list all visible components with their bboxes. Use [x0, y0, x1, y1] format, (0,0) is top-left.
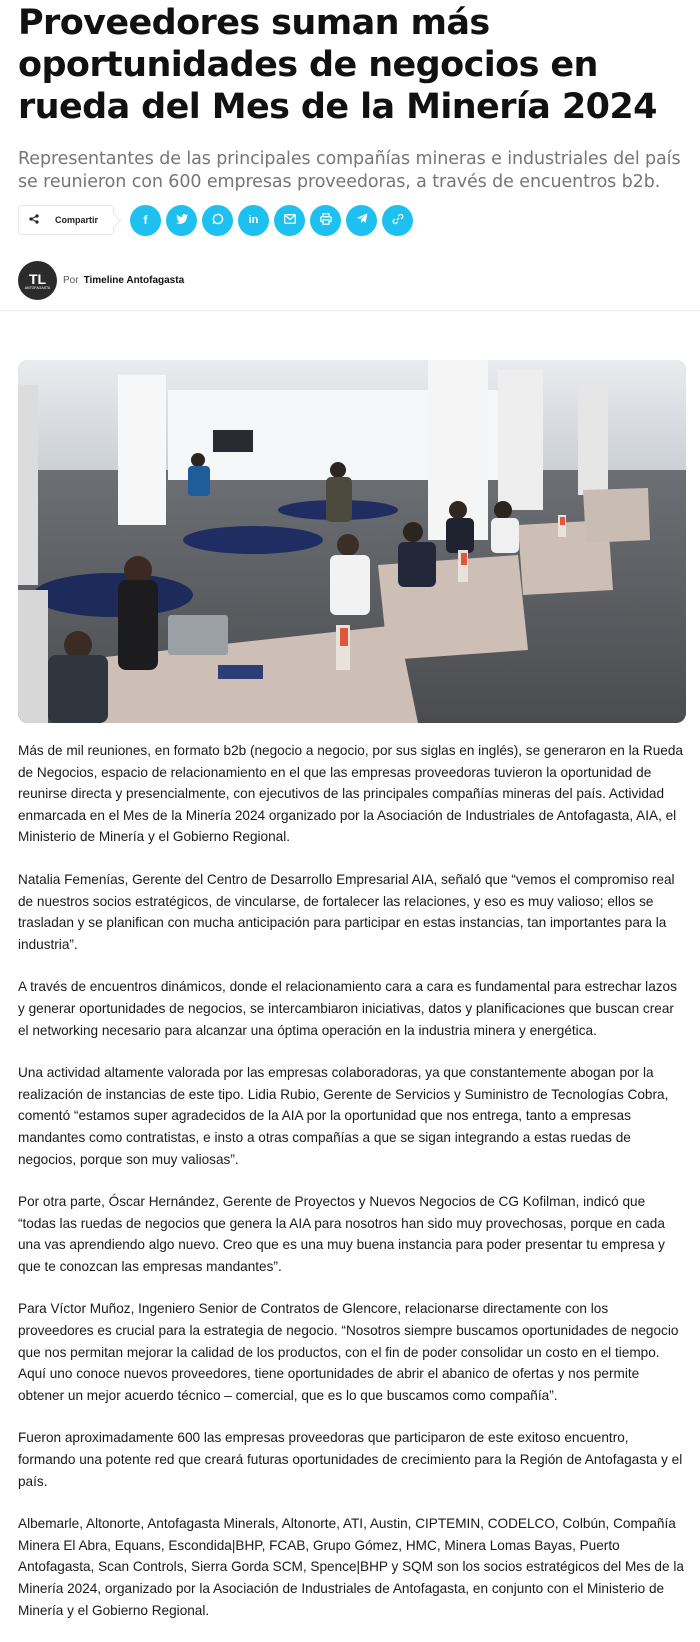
telegram-icon [356, 213, 368, 227]
author-byline [18, 261, 184, 300]
article-paragraph: Natalia Femenías, Gerente del Centro de Desarrollo Empresarial AIA, señaló que “vemos el compromiso real de nuestros socios estratégicos, de vincularse, de fortalecer las relaciones, y eso es muy valioso; ellos se trasladan y se planifican con mucha anticipación para participar en estas instancias, tan importantes para la industria”. [18, 871, 675, 952]
share-label: Compartir [55, 215, 99, 225]
copy-link-button[interactable] [382, 205, 413, 236]
header-divider [0, 310, 700, 311]
share-icon [29, 211, 39, 229]
author-prefix: Por [63, 275, 79, 286]
share-bar [18, 204, 418, 236]
article-subtitle: Representantes de las principales compañías mineras e industriales del país se reunieron con 600 empresas proveedoras, a través de encuentros b2b. [18, 149, 681, 192]
author-name-link[interactable]: Timeline Antofagasta [83, 275, 185, 286]
linkedin-button[interactable] [238, 205, 269, 236]
article-body [18, 740, 686, 1642]
article-paragraph: Albemarle, Altonorte, Antofagasta Minerals, Altonorte, ATI, Austin, CIPTEMIN, CODELCO, Colbún, Compañía Minera El Abra, Equans, Escondida|BHP, FCAB, Grupo Gómez, HMC, Minera Lomas Bayas, Puerto Antofagasta, Scan Controls, Sierra Gorda SCM, Spence|BHP y SQM son los socios estratégicos del Mes de la Minería 2024, organizado por la Asociación de Industriales de Antofagasta, en conjunto con el Ministerio de Minería y el Gobierno Regional. [18, 1516, 684, 1618]
social-buttons [130, 205, 418, 236]
avatar[interactable] [18, 261, 57, 300]
article-featured-image [18, 360, 686, 723]
article-paragraph: Para Víctor Muñoz, Ingeniero Senior de Contratos de Glencore, relacionarse directamente con los proveedores es crucial para la estrategia de negocio. “Nosotros siempre buscamos oportunidades de negocio que nos permitan mejorar la calidad de los productos, con el fin de poder consolidar un costo en el tiempo. Aquí uno conoce nuevos proveedores, tiene oportunidades de abrir el abanico de ofertas y nos permite obtener un mejor acuerdo técnico – comercial, que es lo que buscamos como compañía”. [18, 1301, 679, 1403]
email-icon [284, 213, 296, 227]
article-paragraph: Fueron aproximadamente 600 las empresas proveedoras que participaron de este exitoso encuentro, formando una potente red que creará futuras oportunidades de crecimiento para la Región de Antofagasta y el país. [18, 1430, 683, 1489]
article-title: Proveedores suman más oportunidades de negocios en rueda del Mes de la Minería 2024 [18, 3, 657, 127]
facebook-icon: f [143, 213, 148, 227]
twitter-button[interactable] [166, 205, 197, 236]
twitter-icon [176, 213, 188, 227]
print-icon [320, 213, 332, 228]
print-button[interactable] [310, 205, 341, 236]
article-paragraph: Una actividad altamente valorada por las empresas colaboradoras, ya que constantemente abogan por la realización de instancias de este tipo. Lidia Rubio, Gerente de Servicios y Suministro de Tecnologías Cobra, comentó “estamos super agradecidos de la AIA por la oportunidad que nos entrega, tanto a empresas mandantes como contratistas, e insto a otras compañías a que se sigan integrando a estas ruedas de negocios, porque son muy valiosas”. [18, 1065, 669, 1167]
facebook-button[interactable] [130, 205, 161, 236]
email-button[interactable] [274, 205, 305, 236]
article-paragraph: Más de mil reuniones, en formato b2b (negocio a negocio, por sus siglas en inglés), se generaron en la Rueda de Negocios, espacio de relacionamiento en el que las empresas proveedoras tuvieron la oportunidad de reunirse directa y presencialmente, con ejecutivos de las principales compañías mineras del país. Actividad enmarcada en el Mes de la Minería 2024 organizado por la Asociación de Industriales de Antofagasta, AIA, el Ministerio de Minería y el Gobierno Regional. [18, 743, 683, 845]
telegram-button[interactable] [346, 205, 377, 236]
whatsapp-icon [212, 213, 224, 228]
linkedin-icon: in [248, 214, 259, 226]
link-icon [392, 213, 404, 228]
avatar-logo-text: TL [28, 270, 47, 287]
article-paragraph: Por otra parte, Óscar Hernández, Gerente de Proyectos y Nuevos Negocios de CG Kofilman, indicó que “todas las ruedas de negocios que genera la AIA para nosotros han sido muy provechosas, porque en cada una vas aprendiendo algo nuevo. Creo que es una muy buena instancia para poder presentar tu empresa y que te conozcan las empresas mandantes”. [18, 1194, 665, 1274]
whatsapp-button[interactable] [202, 205, 233, 236]
article-paragraph: A través de encuentros dinámicos, donde el relacionamiento cara a cara es fundamental para estrechar lazos y generar oportunidades de negocios, se intercambiaron iniciativas, datos y planificaciones que buscan crear el networking necesario para alcanzar una óptima operación en la industria minera y energética. [18, 979, 677, 1038]
share-button[interactable] [18, 205, 114, 235]
avatar-logo-subtext: ANTOFAGASTA [24, 285, 51, 290]
